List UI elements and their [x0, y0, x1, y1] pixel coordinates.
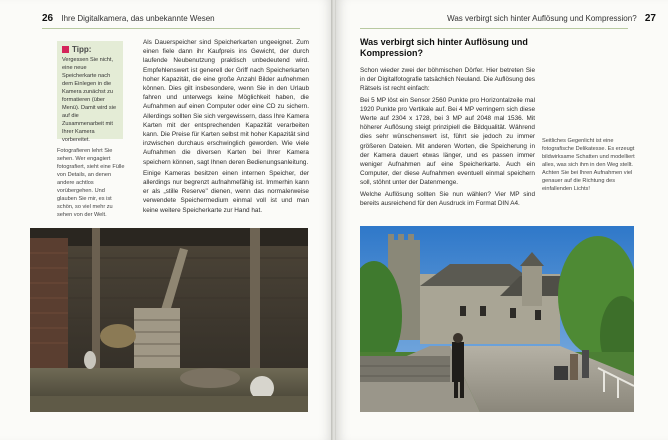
- left-header-rule: [42, 28, 300, 29]
- left-paragraph-1: Als Dauerspeicher sind Speicherkarten ungeeignet. Zum einen fiele dann ihr Kaufpreis ins Gewicht, der durch laufende Neubenutzung praktisch unbedeutend wird. Empfehlenswert ist generell der Griff nach Speicherkarten hoher Kapazität, die eine große Anzahl Bilder aufnehmen können. Dies gilt insbesondere, wenn Sie in den Urlaub fahren und unterwegs keine Möglichkeit haben, die Aufnahmen auf einen Computer oder eine CD zu sichern. Allerdings sollten Sie sich vergewissern, dass Ihre Kamera Karten mit der entsprechenden Kapazität verarbeiten kann. Die Preise für Karten selbst mit hoher Kapazität sind inzwischen durchaus erschwinglich geworden. Wie viele Aufnahmen die diversen Karten bei Ihrer Kamera speichern können, sagt Ihnen deren Bedienungsanleitung.: [143, 39, 309, 166]
- right-paragraph-1: Schon wieder zwei der böhmischen Dörfer. Hier betreten Sie in der Digitalfotografie tatsächlich Neuland. Die Auflösung des Rätsels ist recht einfach:: [360, 67, 535, 93]
- right-paragraph-2: Bei 5 MP löst ein Sensor 2560 Punkte pro Horizontalzeile mal 1920 Punkte pro Vertikale auf. Bei 4 MP verringern sich diese Werte auf 2304 x 1728, bei 3 MP auf 2048 mal 1536. Mit höherer Auflösung steigt prinzipiell die Bildqualität. Während dies sehr wünschenswert ist, führt sie jedoch zu immer größeren Dateien. Mit anderen Worten, die Speicherung in der Kamera dauert etwas länger, und es passen immer weniger Aufnahmen auf eine Speicherkarte. Auch ein Computer, der diese Aufnahmen eventuell einmal speichern soll, stöhnt unter der Datenmenge.: [360, 96, 535, 187]
- tip-heading: [62, 45, 118, 54]
- right-body-text: [360, 66, 535, 210]
- right-page: [336, 0, 668, 440]
- right-header-rule: [360, 28, 628, 29]
- tip-text: Vergessen Sie nicht, eine neue Speicherkarte nach dem Einlegen in die Kamera zunächst zu formatieren (über Menü). Damit wird sie auf die Zusammenarbeit mit Ihrer Kamera vorbereitet.: [62, 57, 117, 143]
- barn-photo: [30, 228, 308, 412]
- right-caption: Seitliches Gegenlicht ist eine fotografische Delikatesse. Es erzeugt bildwirksame Schatten und modelliert alles, was sich ihm in den Weg stellt. Achten Sie bei Ihren Aufnahmen viel genauer auf die Richtung des einfallenden Lichts!: [542, 138, 635, 192]
- right-paragraph-3: Welche Auflösung sollten Sie nun wählen? Vier MP sind bereits ausreichend für den Ausdruck im Format DIN A4.: [360, 190, 535, 207]
- castle-photo-image: [360, 226, 634, 412]
- section-heading: Was verbirgt sich hinter Auflösung und Kompression?: [360, 37, 528, 58]
- left-body-text: [143, 38, 309, 217]
- right-running-head-text: Was verbirgt sich hinter Auflösung und Kompression?: [447, 14, 637, 23]
- tip-label: Tipp:: [72, 45, 92, 54]
- left-page-number: 26: [42, 13, 54, 24]
- left-paragraph-2: Einige Kameras besitzen einen internen Speicher, der allerdings nur begrenzt aufnahmefähig ist. Immerhin kann er als „stille Reserve" dienen, wenn das normalerweise verwendete Speichermedium einmal voll ist und man keine weitere Speicherkarte zur Hand hat.: [143, 169, 309, 214]
- castle-photo: [360, 226, 634, 412]
- left-page: [0, 0, 333, 440]
- right-page-number: 27: [644, 13, 656, 24]
- left-caption: Fotografieren lehrt Sie sehen. Wer engagiert fotografiert, sieht eine Fülle von Details, an denen andere achtlos vorübergehen. Und glauben Sie mir, es ist schön, so viel mehr zu sehen von der Welt.: [57, 148, 125, 218]
- left-running-head-text: Ihre Digitalkamera, das unbekannte Wesen: [61, 14, 215, 23]
- barn-photo-image: [30, 228, 308, 412]
- left-running-head: [42, 13, 215, 24]
- tip-box: [57, 41, 123, 143]
- tip-square-icon: [62, 46, 69, 53]
- right-running-head: [447, 13, 656, 24]
